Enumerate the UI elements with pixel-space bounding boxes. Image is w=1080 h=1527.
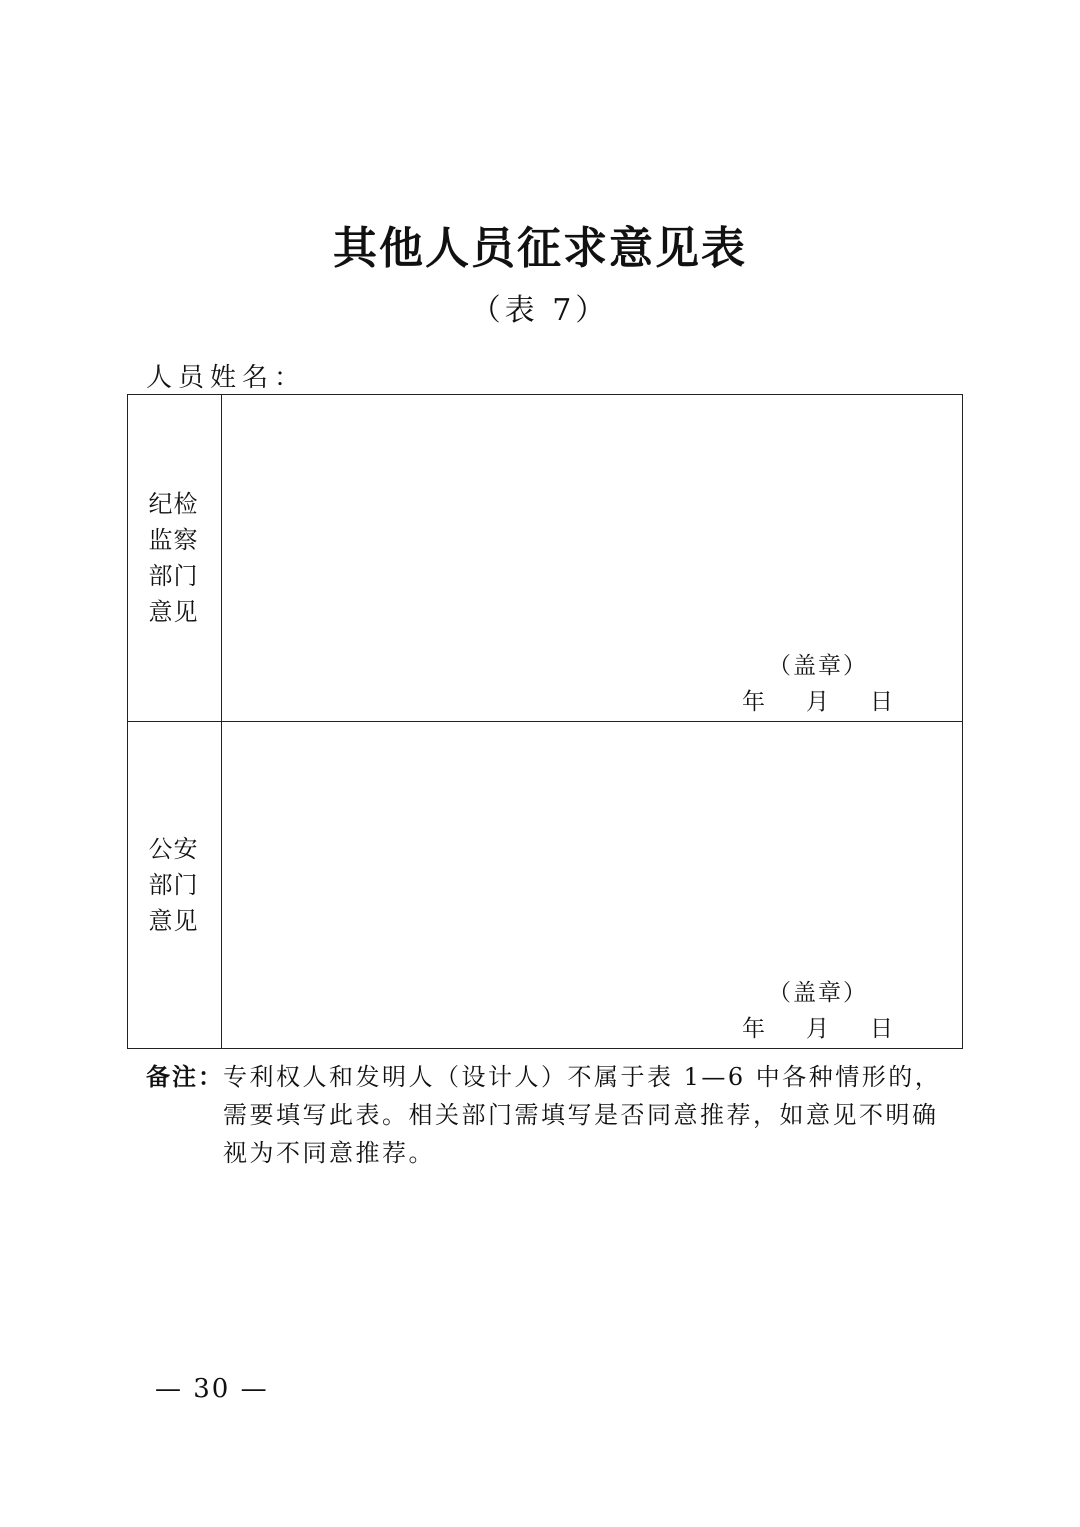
form-subtitle: （表 7） (470, 293, 610, 328)
remarks-label: 备注： (146, 1062, 224, 1091)
table-row (128, 722, 963, 1049)
table-row (128, 395, 963, 722)
opinion-field[interactable] (222, 722, 963, 1049)
person-name-label: 人员姓名： (146, 363, 307, 393)
month-label: 月 (806, 689, 829, 715)
year-label: 年 (742, 689, 765, 715)
day-label: 日 (870, 1016, 893, 1042)
department-cell (128, 395, 222, 722)
day-label: 日 (870, 689, 893, 715)
page-number: — 30 — (155, 1374, 269, 1404)
form-title: 其他人员征求意见表 (333, 223, 747, 274)
remarks-text: 专利权人和发明人（设计人）不属于表 1—6 中各种情形的，需要填写此表。相关部门需填写是否同意推荐，如意见不明确视为不同意推荐。 (223, 1063, 942, 1167)
year-label: 年 (742, 1016, 765, 1042)
department-cell (128, 722, 222, 1049)
opinion-field[interactable] (222, 395, 963, 722)
month-label: 月 (806, 1016, 829, 1042)
seal-label: （盖章） (768, 653, 868, 679)
department-label: 纪检监察部门意见 (148, 490, 199, 626)
department-label: 公安部门意见 (148, 835, 199, 935)
signature-block (742, 968, 922, 1048)
opinion-table (127, 394, 963, 1049)
seal-label: （盖章） (768, 980, 868, 1006)
signature-block (742, 641, 922, 721)
